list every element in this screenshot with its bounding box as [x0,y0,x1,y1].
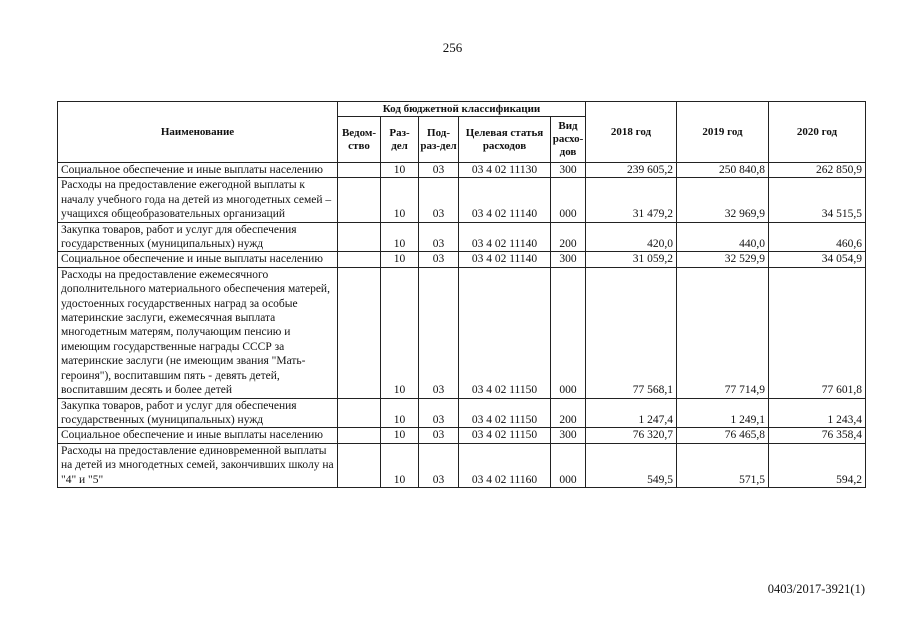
row-razdel-cell: 10 [381,222,419,252]
row-value-2020-cell: 76 358,4 [769,428,866,443]
row-value-2019-cell: 1 249,1 [677,398,769,428]
row-value-2020-cell: 460,6 [769,222,866,252]
header-kbk-group: Код бюджетной классификации [338,102,586,117]
row-vedomstvo-cell [338,252,381,267]
row-vid-rashodov-cell: 200 [551,398,586,428]
row-value-2020-cell: 77 601,8 [769,267,866,398]
row-value-2019-cell: 32 529,9 [677,252,769,267]
row-vid-rashodov-cell: 000 [551,178,586,222]
table-row [58,178,866,222]
row-name-cell: Расходы на предоставление единовременной выплаты на детей из многодетных семей, закончивших школу на "4" и "5" [58,443,338,487]
row-vid-rashodov-cell: 000 [551,267,586,398]
row-name-cell: Расходы на предоставление ежегодной выплаты к началу учебного года на детей из многодетных семей – учащихся общеобразовательных организаций [58,178,338,222]
row-podrazdel-cell: 03 [419,398,459,428]
row-razdel-cell: 10 [381,398,419,428]
row-vid-rashodov-cell: 300 [551,163,586,178]
row-vid-rashodov-cell: 300 [551,252,586,267]
header-razdel: Раз-дел [381,117,419,163]
header-vedomstvo: Ведом-ство [338,117,381,163]
row-name-cell: Социальное обеспечение и иные выплаты населению [58,252,338,267]
row-vid-rashodov-cell: 300 [551,428,586,443]
row-vedomstvo-cell [338,443,381,487]
row-value-2020-cell: 1 243,4 [769,398,866,428]
row-podrazdel-cell: 03 [419,178,459,222]
row-vedomstvo-cell [338,267,381,398]
row-vedomstvo-cell [338,163,381,178]
table-row [58,443,866,487]
row-value-2019-cell: 32 969,9 [677,178,769,222]
row-celevaya-statya-cell: 03 4 02 11160 [459,443,551,487]
row-value-2018-cell: 239 605,2 [586,163,677,178]
row-celevaya-statya-cell: 03 4 02 11130 [459,163,551,178]
table-row [58,222,866,252]
table-body [58,163,866,488]
row-razdel-cell: 10 [381,428,419,443]
row-value-2018-cell: 31 059,2 [586,252,677,267]
header-year-2020: 2020 год [769,102,866,163]
row-name-cell: Закупка товаров, работ и услуг для обеспечения государственных (муниципальных) нужд [58,398,338,428]
row-value-2018-cell: 1 247,4 [586,398,677,428]
row-celevaya-statya-cell: 03 4 02 11150 [459,428,551,443]
row-razdel-cell: 10 [381,443,419,487]
row-value-2019-cell: 250 840,8 [677,163,769,178]
row-value-2018-cell: 31 479,2 [586,178,677,222]
row-value-2019-cell: 440,0 [677,222,769,252]
table-row [58,252,866,267]
row-podrazdel-cell: 03 [419,163,459,178]
row-value-2018-cell: 77 568,1 [586,267,677,398]
row-vedomstvo-cell [338,398,381,428]
header-celevaya-statya: Целевая статья расходов [459,117,551,163]
header-year-2018: 2018 год [586,102,677,163]
row-razdel-cell: 10 [381,267,419,398]
row-value-2018-cell: 76 320,7 [586,428,677,443]
table-row [58,163,866,178]
budget-table [57,101,866,488]
row-value-2018-cell: 420,0 [586,222,677,252]
header-podrazdel: Под-раз-дел [419,117,459,163]
row-value-2018-cell: 549,5 [586,443,677,487]
row-vedomstvo-cell [338,428,381,443]
row-value-2019-cell: 77 714,9 [677,267,769,398]
row-value-2019-cell: 76 465,8 [677,428,769,443]
header-year-2019: 2019 год [677,102,769,163]
table-row [58,428,866,443]
row-celevaya-statya-cell: 03 4 02 11150 [459,398,551,428]
row-name-cell: Социальное обеспечение и иные выплаты населению [58,163,338,178]
row-celevaya-statya-cell: 03 4 02 11140 [459,222,551,252]
row-razdel-cell: 10 [381,163,419,178]
row-razdel-cell: 10 [381,252,419,267]
row-name-cell: Расходы на предоставление ежемесячного дополнительного материального обеспечения матерей, удостоенных государственных наград за особые материнские заслуги, ежемесячная выплата многодетным матерям, получающим пенсию и имеющим государственные награды СССР за материнские заслуги (не имеющим звания "Мать-героиня"), воспитавшим пять - девять детей, воспитавшим десять и более детей [58,267,338,398]
row-vid-rashodov-cell: 200 [551,222,586,252]
row-vedomstvo-cell [338,222,381,252]
row-value-2020-cell: 34 054,9 [769,252,866,267]
row-name-cell: Социальное обеспечение и иные выплаты населению [58,428,338,443]
row-podrazdel-cell: 03 [419,252,459,267]
row-podrazdel-cell: 03 [419,428,459,443]
row-name-cell: Закупка товаров, работ и услуг для обеспечения государственных (муниципальных) нужд [58,222,338,252]
table-row [58,398,866,428]
row-vid-rashodov-cell: 000 [551,443,586,487]
row-vedomstvo-cell [338,178,381,222]
table-row [58,267,866,398]
table-header [58,102,866,163]
header-name: Наименование [58,102,338,163]
row-value-2019-cell: 571,5 [677,443,769,487]
row-celevaya-statya-cell: 03 4 02 11140 [459,178,551,222]
page-number: 256 [442,40,463,55]
row-value-2020-cell: 262 850,9 [769,163,866,178]
row-razdel-cell: 10 [381,178,419,222]
row-celevaya-statya-cell: 03 4 02 11150 [459,267,551,398]
document-code: 0403/2017-3921(1) [767,582,865,596]
row-value-2020-cell: 34 515,5 [769,178,866,222]
header-vid-rashodov: Вид расхо-дов [551,117,586,163]
row-podrazdel-cell: 03 [419,222,459,252]
row-celevaya-statya-cell: 03 4 02 11140 [459,252,551,267]
row-podrazdel-cell: 03 [419,267,459,398]
row-value-2020-cell: 594,2 [769,443,866,487]
row-podrazdel-cell: 03 [419,443,459,487]
